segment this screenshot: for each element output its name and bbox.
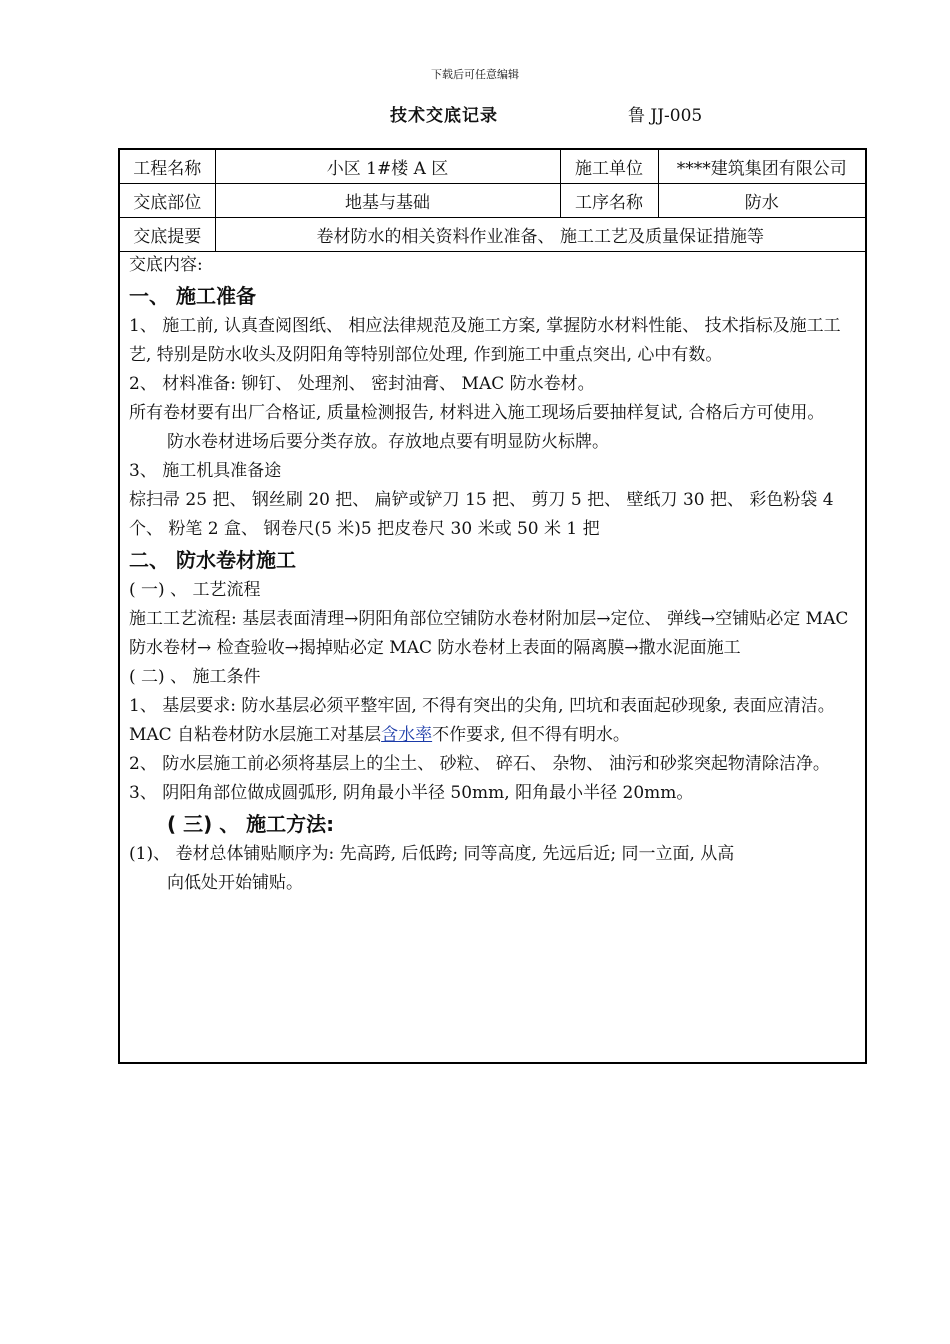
paragraph: 防水卷材进场后要分类存放。存放地点要有明显防火标牌。 (167, 432, 609, 452)
subsection-heading-bold: ( 三) 、 施工方法: (167, 812, 335, 836)
value-summary: 卷材防水的相关资料作业准备、 施工工艺及质量保证措施等 (215, 218, 865, 252)
paragraph: 棕扫帚 25 把、 钢丝刷 20 把、 扁铲或铲刀 15 把、 剪刀 5 把、 壁纸刀 30 把、 彩色粉袋 4 个、 粉笔 2 盒、 钢卷尺(5 米)5 把皮卷尺 30 米或 50 米 1 把 (129, 490, 834, 539)
document-code: 鲁 JJ-005 (628, 106, 703, 126)
record-sheet (118, 148, 867, 1064)
paragraph: 所有卷材要有出厂合格证, 质量检测报告, 材料进入施工现场后要抽样复试, 合格后方可使用。 (129, 403, 825, 423)
disclosure-content (120, 251, 865, 898)
label-construction-unit: 施工单位 (560, 150, 658, 184)
section-heading: 二、 防水卷材施工 (129, 548, 296, 572)
paragraph: 2、 防水层施工前必须将基层上的尘土、 砂粒、 碎石、 杂物、 油污和砂浆突起物清除洁净。 (129, 754, 830, 774)
table-row (120, 150, 865, 184)
subsection-heading: ( 二) 、 施工条件 (129, 667, 261, 687)
paragraph-text: 1、 基层要求: 防水基层必须平整牢固, 不得有突出的尖角, 凹坑和表面起砂现象, 表面应清洁。MAC 自粘卷材防水层施工对基层 (129, 696, 835, 745)
paragraph (129, 692, 857, 750)
paragraph: 3、 阴阳角部位做成圆弧形, 阴角最小半径 50mm, 阳角最小半径 20mm。 (129, 783, 694, 803)
paragraph: 施工工艺流程: 基层表面清理→阴阳角部位空铺防水卷材附加层→定位、 弹线→空铺贴必定 MAC 防水卷材→ 检查验收→揭掉贴必定 MAC 防水卷材上表面的隔离膜→撒水泥面施工 (129, 609, 849, 658)
label-project-name: 工程名称 (120, 150, 215, 184)
paragraph: 2、 材料准备: 铆钉、 处理剂、 密封油膏、 MAC 防水卷材。 (129, 374, 595, 394)
value-project-name: 小区 1#楼 A 区 (215, 150, 560, 184)
content-intro: 交底内容: (129, 255, 203, 275)
table-row (120, 184, 865, 218)
paragraph: (1)、 卷材总体铺贴顺序为: 先高跨, 后低跨; 同等高度, 先远后近; 同一立面, 从高 (129, 844, 735, 864)
paragraph: 3、 施工机具准备途 (129, 461, 282, 481)
table-row (120, 218, 865, 252)
paragraph: 1、 施工前, 认真查阅图纸、 相应法律规范及施工方案, 掌握防水材料性能、 技术指标及施工工艺, 特别是防水收头及阴阳角等特别部位处理, 作到施工中重点突出, 心中有数。 (129, 316, 841, 365)
subsection-heading: ( 一) 、 工艺流程 (129, 580, 261, 600)
label-summary: 交底提要 (120, 218, 215, 252)
value-construction-unit: ****建筑集团有限公司 (658, 150, 865, 184)
header-note: 下载后可任意编辑 (431, 68, 519, 81)
section-heading: 一、 施工准备 (129, 284, 256, 308)
document-title: 技术交底记录 (390, 106, 498, 126)
info-table (120, 150, 865, 252)
label-disclosure-part: 交底部位 (120, 184, 215, 218)
moisture-content-link[interactable]: 含水率 (381, 725, 433, 745)
label-process-name: 工序名称 (560, 184, 658, 218)
paragraph: 向低处开始铺贴。 (167, 873, 303, 893)
value-process-name: 防水 (658, 184, 865, 218)
value-disclosure-part: 地基与基础 (215, 184, 560, 218)
paragraph-text: 不作要求, 但不得有明水。 (432, 725, 630, 745)
